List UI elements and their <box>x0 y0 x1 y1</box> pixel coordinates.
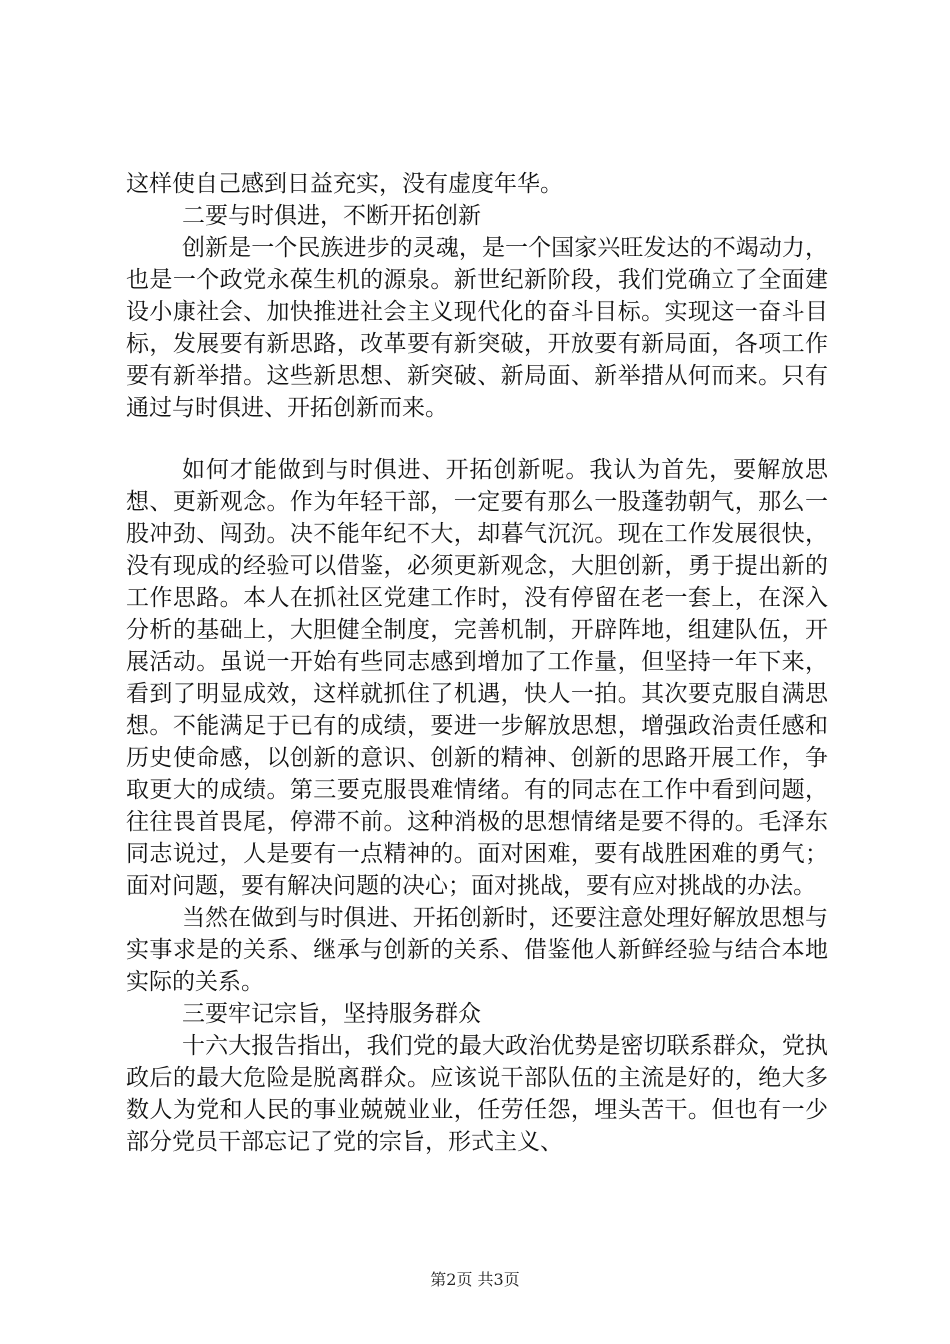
section-heading-2: 二要与时俱进，不断开拓创新 <box>182 203 481 229</box>
paragraph-relations: 当然在做到与时俱进、开拓创新时，还要注意处理好解放思想与实事求是的关系、继承与创新的关系、借鉴他人新鲜经验与结合本地实际的关系。 <box>126 905 828 995</box>
page-number-footer: 第2页 共3页 <box>430 1270 520 1289</box>
paragraph-serve-masses: 十六大报告指出，我们党的最大政治优势是密切联系群众，党执政后的最大危险是脱离群众。应该说干部队伍的主流是好的，绝大多数人为党和人民的事业兢兢业业，任劳任怨，埋头苦干。但也有一少部分党员干部忘记了党的宗旨，形式主义、 <box>126 1033 828 1155</box>
paragraph-how-to-innovate: 如何才能做到与时俱进、开拓创新呢。我认为首先，要解放思想、更新观念。作为年轻干部，一定要有那么一股蓬勃朝气，那么一股冲劲、闯劲。决不能年纪不大，却暮气沉沉。现在工作发展很快，没有现成的经验可以借鉴，必须更新观念，大胆创新，勇于提出新的工作思路。本人在抓社区党建工作时，没有停留在老一套上，在深入分析的基础上，大胆健全制度，完善机制，开辟阵地，组建队伍，开展活动。虽说一开始有些同志感到增加了工作量，但坚持一年下来，看到了明显成效，这样就抓住了机遇，快人一拍。其次要克服自满思想。不能满足于已有的成绩，要进一步解放思想，增强政治责任感和历史使命感，以创新的意识、创新的精神、创新的思路开展工作，争取更大的成绩。第三要克服畏难情绪。有的同志在工作中看到问题，往往畏首畏尾，停滞不前。这种消极的思想情绪是要不得的。毛泽东同志说过，人是要有一点精神的。面对困难，要有战胜困难的勇气；面对问题，要有解决问题的决心；面对挑战，要有应对挑战的办法。 <box>126 457 828 899</box>
paragraph-innovation: 创新是一个民族进步的灵魂，是一个国家兴旺发达的不竭动力，也是一个政党永葆生机的源泉。新世纪新阶段，我们党确立了全面建设小康社会、加快推进社会主义现代化的奋斗目标。实现这一奋斗目标，发展要有新思路，改革要有新突破，开放要有新局面，各项工作要有新举措。这些新思想、新突破、新局面、新举措从何而来。只有通过与时俱进、开拓创新而来。 <box>126 235 828 421</box>
section-heading-3: 三要牢记宗旨，坚持服务群众 <box>182 1001 481 1027</box>
paragraph-continuation: 这样使自己感到日益充实，没有虚度年华。 <box>126 171 563 197</box>
document-body <box>126 168 828 1158</box>
